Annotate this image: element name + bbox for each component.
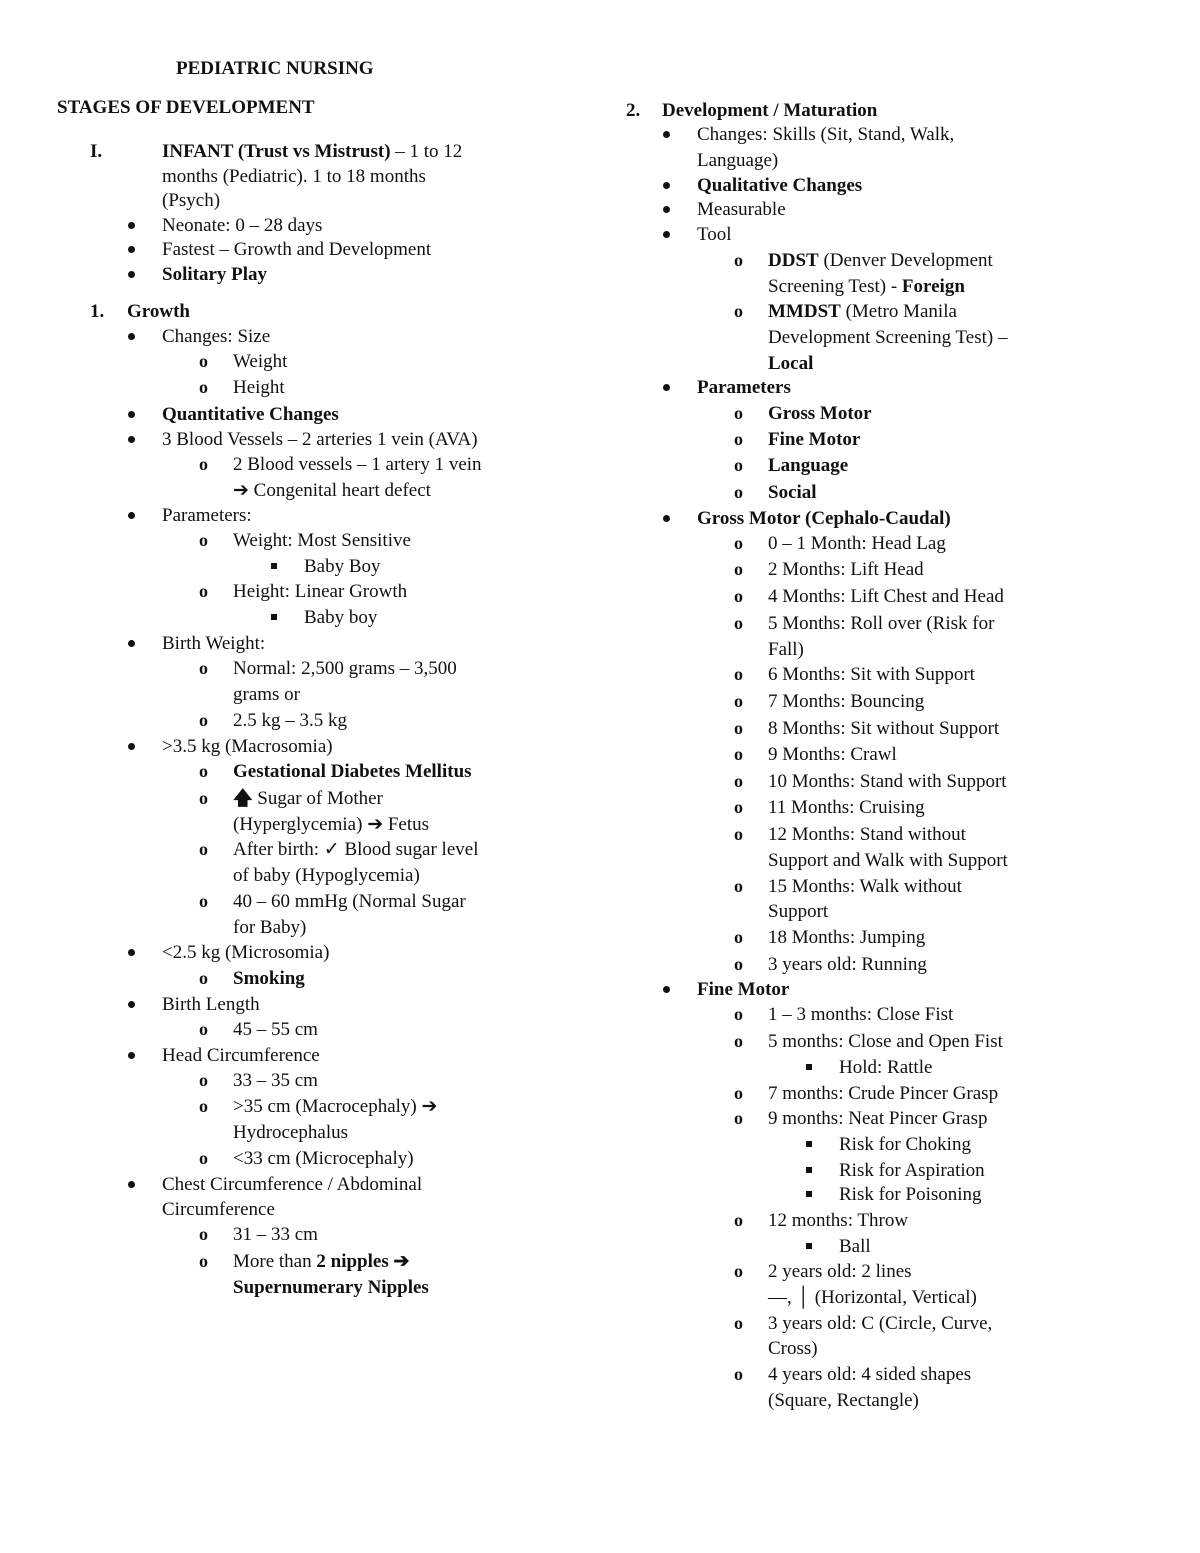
list-item: 2 Blood vessels – 1 artery 1 vein xyxy=(233,454,482,475)
bullet-icon xyxy=(663,231,670,238)
circle-bullet-icon: o xyxy=(199,658,208,678)
circle-bullet-icon: o xyxy=(734,1108,743,1128)
list-item: Support and Walk with Support xyxy=(768,850,1008,871)
list-item: 31 – 33 cm xyxy=(233,1224,318,1245)
list-item: Measurable xyxy=(697,199,786,220)
list-item: Head Circumference xyxy=(162,1045,320,1066)
circle-bullet-icon: o xyxy=(199,1224,208,1244)
list-item: Quantitative Changes xyxy=(162,404,339,425)
list-item: Risk for Poisoning xyxy=(839,1184,982,1205)
list-item: 2 Months: Lift Head xyxy=(768,559,924,580)
list-item: 0 – 1 Month: Head Lag xyxy=(768,533,946,554)
circle-bullet-icon: o xyxy=(734,718,743,738)
list-item: 4 Months: Lift Chest and Head xyxy=(768,586,1004,607)
circle-bullet-icon: o xyxy=(734,455,743,475)
list-item: 9 months: Neat Pincer Grasp xyxy=(768,1108,988,1129)
up-arrow-icon: 🡅 xyxy=(233,788,253,809)
growth-heading: Growth xyxy=(127,301,190,322)
list-item: 40 – 60 mmHg (Normal Sugar xyxy=(233,891,466,912)
development-heading: Development / Maturation xyxy=(662,100,878,121)
infant-line3: (Psych) xyxy=(162,190,221,211)
list-item: Language) xyxy=(697,150,779,171)
list-item: Support xyxy=(768,901,829,922)
list-item: Local xyxy=(768,353,814,374)
circle-bullet-icon: o xyxy=(734,403,743,423)
circle-bullet-icon: o xyxy=(734,613,743,633)
list-item: Height: Linear Growth xyxy=(233,581,408,602)
list-item: 2.5 kg – 3.5 kg xyxy=(233,710,347,731)
square-bullet-icon xyxy=(806,1064,812,1070)
circle-bullet-icon: o xyxy=(734,1083,743,1103)
page-title: PEDIATRIC NURSING xyxy=(176,58,374,79)
list-item: <33 cm (Microcephaly) xyxy=(233,1148,414,1169)
list-item: Language xyxy=(768,455,849,476)
circle-bullet-icon: o xyxy=(199,581,208,601)
circle-bullet-icon: o xyxy=(199,710,208,730)
circle-bullet-icon: o xyxy=(734,797,743,817)
list-item: 2 years old: 2 lines xyxy=(768,1261,912,1282)
bullet-icon xyxy=(128,743,135,750)
list-item: Gross Motor xyxy=(768,403,872,424)
bullet-icon xyxy=(128,1052,135,1059)
list-item: 18 Months: Jumping xyxy=(768,927,926,948)
gross-motor-heading: Gross Motor (Cephalo-Caudal) xyxy=(697,508,951,529)
list-item: 11 Months: Cruising xyxy=(768,797,925,818)
bullet-icon xyxy=(128,949,135,956)
list-item: Baby boy xyxy=(304,607,378,628)
circle-bullet-icon: o xyxy=(734,771,743,791)
circle-bullet-icon: o xyxy=(734,691,743,711)
square-bullet-icon xyxy=(271,563,277,569)
circle-bullet-icon: o xyxy=(199,351,208,371)
list-item: Screening Test) - Foreign xyxy=(768,276,965,297)
circle-bullet-icon: o xyxy=(734,250,743,270)
circle-bullet-icon: o xyxy=(734,429,743,449)
bullet-icon xyxy=(663,206,670,213)
list-item: Baby Boy xyxy=(304,556,381,577)
list-item: <2.5 kg (Microsomia) xyxy=(162,942,330,963)
list-item: 7 months: Crude Pincer Grasp xyxy=(768,1083,999,1104)
list-item: Fine Motor xyxy=(768,429,861,450)
list-item: 10 Months: Stand with Support xyxy=(768,771,1007,792)
bullet-icon xyxy=(128,1181,135,1188)
bullet-icon xyxy=(663,384,670,391)
list-item: 45 – 55 cm xyxy=(233,1019,318,1040)
bullet-icon xyxy=(663,131,670,138)
list-item: Development Screening Test) – xyxy=(768,327,1008,348)
list-item: After birth: ✓ Blood sugar level xyxy=(233,839,479,860)
list-number: 1. xyxy=(90,301,105,322)
infant-line2: months (Pediatric). 1 to 18 months xyxy=(162,166,426,187)
circle-bullet-icon: o xyxy=(734,664,743,684)
list-item: 12 Months: Stand without xyxy=(768,824,966,845)
list-item: 33 – 35 cm xyxy=(233,1070,318,1091)
list-item: Neonate: 0 – 28 days xyxy=(162,215,323,236)
list-item: Height xyxy=(233,377,285,398)
circle-bullet-icon: o xyxy=(199,788,208,808)
circle-bullet-icon: o xyxy=(734,586,743,606)
list-item: Qualitative Changes xyxy=(697,175,863,196)
list-item: Tool xyxy=(697,224,732,245)
list-item: 3 years old: C (Circle, Curve, xyxy=(768,1313,993,1334)
circle-bullet-icon: o xyxy=(199,377,208,397)
circle-bullet-icon: o xyxy=(734,927,743,947)
circle-bullet-icon: o xyxy=(734,1261,743,1281)
list-item: Birth Weight: xyxy=(162,633,266,654)
list-item: Social xyxy=(768,482,817,503)
list-item: Weight xyxy=(233,351,288,372)
circle-bullet-icon: o xyxy=(199,1148,208,1168)
list-item: Normal: 2,500 grams – 3,500 xyxy=(233,658,457,679)
right-arrow-icon: ➔ xyxy=(421,1096,438,1117)
right-arrow-icon: ➔ xyxy=(367,814,384,835)
infant-heading: INFANT (Trust vs Mistrust) – 1 to 12 xyxy=(162,141,463,162)
list-item: 3 years old: Running xyxy=(768,954,927,975)
circle-bullet-icon: o xyxy=(199,454,208,474)
list-item: Risk for Choking xyxy=(839,1134,971,1155)
bullet-icon xyxy=(128,1001,135,1008)
list-item: Risk for Aspiration xyxy=(839,1160,985,1181)
circle-bullet-icon: o xyxy=(734,482,743,502)
bullet-icon xyxy=(128,222,135,229)
bullet-icon xyxy=(128,246,135,253)
list-item: Ball xyxy=(839,1236,871,1257)
list-item: (Square, Rectangle) xyxy=(768,1390,919,1411)
list-item: 5 months: Close and Open Fist xyxy=(768,1031,1003,1052)
circle-bullet-icon: o xyxy=(734,533,743,553)
bullet-icon xyxy=(128,411,135,418)
square-bullet-icon xyxy=(806,1243,812,1249)
circle-bullet-icon: o xyxy=(734,824,743,844)
list-item: Fall) xyxy=(768,639,804,660)
list-item: Supernumerary Nipples xyxy=(233,1277,429,1298)
bullet-icon xyxy=(663,986,670,993)
roman-numeral: I. xyxy=(90,141,103,162)
list-item: >3.5 kg (Macrosomia) xyxy=(162,736,333,757)
bullet-icon xyxy=(128,271,135,278)
circle-bullet-icon: o xyxy=(734,559,743,579)
list-item: 15 Months: Walk without xyxy=(768,876,962,897)
list-item: Gestational Diabetes Mellitus xyxy=(233,761,472,782)
list-item: Circumference xyxy=(162,1199,275,1220)
right-arrow-icon: ➔ xyxy=(233,480,249,501)
list-item: 1 – 3 months: Close Fist xyxy=(768,1004,954,1025)
list-item: —, │ (Horizontal, Vertical) xyxy=(768,1287,977,1308)
list-item: 12 months: Throw xyxy=(768,1210,909,1231)
list-item: Hydrocephalus xyxy=(233,1122,349,1143)
list-item: 8 Months: Sit without Support xyxy=(768,718,1000,739)
fine-motor-heading: Fine Motor xyxy=(697,979,790,1000)
list-item: Weight: Most Sensitive xyxy=(233,530,411,551)
list-item: MMDST (Metro Manila xyxy=(768,301,957,322)
list-item: 7 Months: Bouncing xyxy=(768,691,925,712)
circle-bullet-icon: o xyxy=(199,968,208,988)
bullet-icon xyxy=(128,512,135,519)
list-item: Parameters: xyxy=(162,505,252,526)
circle-bullet-icon: o xyxy=(734,1004,743,1024)
circle-bullet-icon: o xyxy=(199,1019,208,1039)
list-item: Solitary Play xyxy=(162,264,268,285)
square-bullet-icon xyxy=(806,1191,812,1197)
list-item: DDST (Denver Development xyxy=(768,250,993,271)
list-item: Cross) xyxy=(768,1338,818,1359)
section-heading: STAGES OF DEVELOPMENT xyxy=(57,97,315,118)
square-bullet-icon xyxy=(806,1141,812,1147)
bullet-icon xyxy=(128,640,135,647)
circle-bullet-icon: o xyxy=(734,744,743,764)
bullet-icon xyxy=(663,182,670,189)
bullet-icon xyxy=(663,515,670,522)
circle-bullet-icon: o xyxy=(199,530,208,550)
circle-bullet-icon: o xyxy=(734,1210,743,1230)
list-item: Changes: Size xyxy=(162,326,271,347)
list-item: Chest Circumference / Abdominal xyxy=(162,1174,423,1195)
circle-bullet-icon: o xyxy=(199,1096,208,1116)
square-bullet-icon xyxy=(271,614,277,620)
circle-bullet-icon: o xyxy=(734,876,743,896)
list-item: More than 2 nipples ➔ xyxy=(233,1251,410,1272)
list-item: grams or xyxy=(233,684,301,705)
circle-bullet-icon: o xyxy=(199,891,208,911)
list-item: 3 Blood Vessels – 2 arteries 1 vein (AVA) xyxy=(162,429,478,450)
list-item: 🡅 Sugar of Mother xyxy=(233,788,383,809)
list-item: Fastest – Growth and Development xyxy=(162,239,432,260)
list-item: for Baby) xyxy=(233,917,307,938)
circle-bullet-icon: o xyxy=(734,1364,743,1384)
list-item: 6 Months: Sit with Support xyxy=(768,664,975,685)
circle-bullet-icon: o xyxy=(199,761,208,781)
list-item: Parameters xyxy=(697,377,791,398)
checkmark-icon: ✓ xyxy=(323,839,340,860)
bullet-icon xyxy=(128,436,135,443)
list-item: 9 Months: Crawl xyxy=(768,744,897,765)
list-item: Hold: Rattle xyxy=(839,1057,933,1078)
circle-bullet-icon: o xyxy=(199,1070,208,1090)
circle-bullet-icon: o xyxy=(734,1031,743,1051)
list-item: 4 years old: 4 sided shapes xyxy=(768,1364,972,1385)
circle-bullet-icon: o xyxy=(734,301,743,321)
list-item: >35 cm (Macrocephaly) ➔ xyxy=(233,1096,438,1117)
right-arrow-icon: ➔ xyxy=(393,1251,410,1272)
list-item: of baby (Hypoglycemia) xyxy=(233,865,420,886)
list-item: Changes: Skills (Sit, Stand, Walk, xyxy=(697,124,955,145)
list-item: Birth Length xyxy=(162,994,260,1015)
list-item: 5 Months: Roll over (Risk for xyxy=(768,613,995,634)
circle-bullet-icon: o xyxy=(734,1313,743,1333)
circle-bullet-icon: o xyxy=(734,954,743,974)
list-item: ➔ Congenital heart defect xyxy=(233,480,431,501)
circle-bullet-icon: o xyxy=(199,839,208,859)
list-item: Smoking xyxy=(233,968,305,989)
list-item: (Hyperglycemia) ➔ Fetus xyxy=(233,814,430,835)
list-number: 2. xyxy=(626,100,641,121)
bullet-icon xyxy=(128,333,135,340)
circle-bullet-icon: o xyxy=(199,1251,208,1271)
square-bullet-icon xyxy=(806,1167,812,1173)
